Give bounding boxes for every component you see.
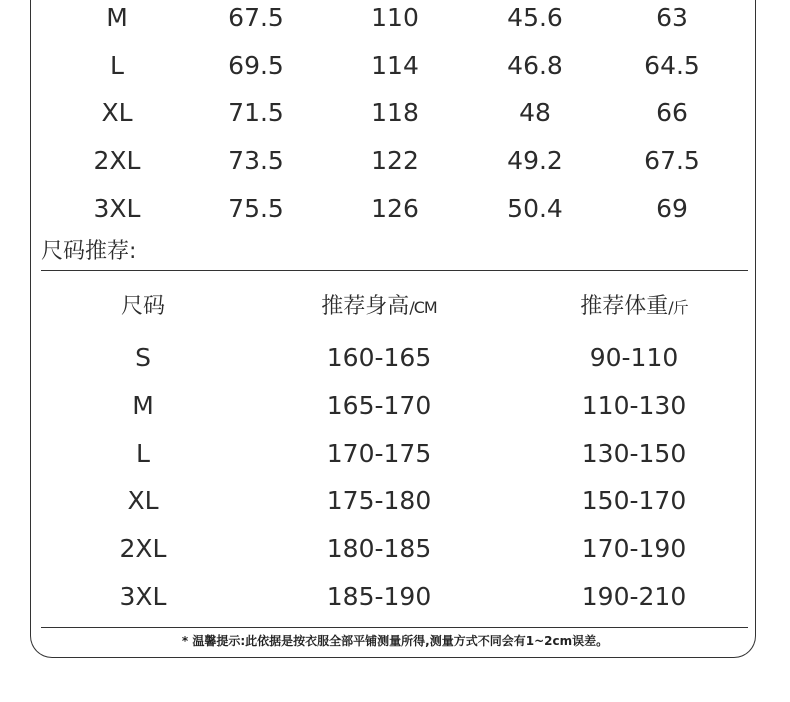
size-table-cell: 122 xyxy=(371,146,419,175)
recommend-cell: 170-175 xyxy=(326,439,432,468)
size-table-cell: L xyxy=(110,51,124,80)
recommend-section-title: 尺码推荐: xyxy=(41,239,137,264)
size-table-cell: 69.5 xyxy=(228,51,284,80)
recommend-cell: 185-190 xyxy=(326,582,432,611)
recommend-cell: S xyxy=(135,343,151,372)
size-table-cell: M xyxy=(106,3,128,32)
size-table-cell: 49.2 xyxy=(507,146,563,175)
size-table-cell: 2XL xyxy=(93,146,141,175)
recommend-cell: 170-190 xyxy=(581,534,687,563)
recommend-cell: 165-170 xyxy=(326,391,432,420)
size-table-cell: 66 xyxy=(656,98,688,127)
size-table-cell: 67.5 xyxy=(644,146,700,175)
section-divider xyxy=(41,270,748,271)
size-table-cell: 69 xyxy=(656,194,688,223)
size-table-cell: 50.4 xyxy=(507,194,563,223)
recommend-cell: 150-170 xyxy=(581,486,687,515)
recommend-cell: 90-110 xyxy=(589,343,679,372)
header-height-label: 推荐身高 xyxy=(321,294,410,319)
recommend-cell: 175-180 xyxy=(326,486,432,515)
header-height-unit: /CM xyxy=(409,298,437,317)
recommend-cell: 2XL xyxy=(119,534,167,563)
recommend-cell: 110-130 xyxy=(581,391,687,420)
footer-divider xyxy=(41,627,748,628)
size-table-cell: 118 xyxy=(371,98,419,127)
recommend-cell: M xyxy=(132,391,154,420)
recommend-cell: XL xyxy=(127,486,159,515)
recommend-cell: 3XL xyxy=(119,582,167,611)
size-table-cell: 64.5 xyxy=(644,51,700,80)
header-weight-label: 推荐体重 xyxy=(580,294,669,319)
size-table-cell: 45.6 xyxy=(507,3,563,32)
size-table-cell: 73.5 xyxy=(228,146,284,175)
size-table-cell: 110 xyxy=(371,3,419,32)
measurement-note: * 温馨提示:此依据是按衣服全部平铺测量所得,测量方式不同会有1~2cm误差。 xyxy=(181,634,609,648)
size-table-cell: 126 xyxy=(371,194,419,223)
size-table-cell: 67.5 xyxy=(228,3,284,32)
size-table-cell: 114 xyxy=(371,51,419,80)
size-table-cell: 46.8 xyxy=(507,51,563,80)
size-table-cell: 3XL xyxy=(93,194,141,223)
recommend-cell: 130-150 xyxy=(581,439,687,468)
size-table-cell: 75.5 xyxy=(228,194,284,223)
header-weight-unit: /斤 xyxy=(668,298,688,317)
recommend-cell: L xyxy=(136,439,150,468)
size-table-cell: 71.5 xyxy=(228,98,284,127)
recommend-cell: 190-210 xyxy=(581,582,687,611)
size-table-cell: XL xyxy=(101,98,133,127)
size-table-cell: 48 xyxy=(519,98,551,127)
recommend-cell: 180-185 xyxy=(326,534,432,563)
size-table-cell: 63 xyxy=(656,3,688,32)
recommend-cell: 160-165 xyxy=(326,343,432,372)
header-size: 尺码 xyxy=(120,294,166,319)
header-height xyxy=(321,293,436,322)
header-weight xyxy=(580,293,687,322)
